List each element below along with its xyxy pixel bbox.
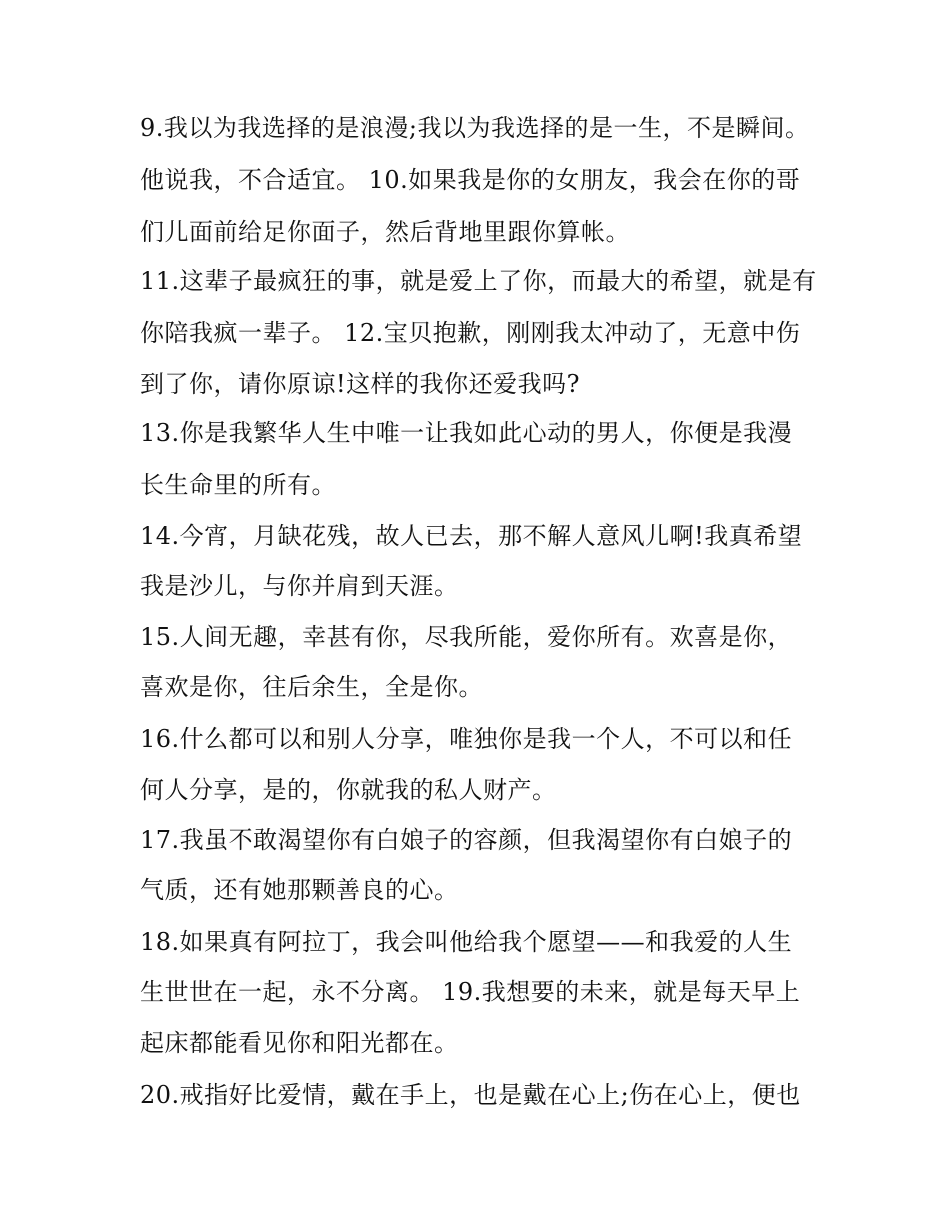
text-line: 16.什么都可以和别人分享，唯独你是我一个人，不可以和任 — [140, 725, 793, 753]
text-line: 17.我虽不敢渴望你有白娘子的容颜，但我渴望你有白娘子的 — [140, 826, 793, 854]
text-line: 我是沙儿，与你并肩到天涯。 — [140, 572, 459, 600]
text-line: 他说我，不合适宜。 10.如果我是你的女朋友，我会在你的哥 — [140, 166, 801, 194]
text-line: 到了你，请你原谅!这样的我你还爱我吗? — [140, 370, 581, 398]
text-line: 13.你是我繁华人生中唯一让我如此心动的男人，你便是我漫 — [140, 419, 793, 447]
text-line: 喜欢是你，往后余生，全是你。 — [140, 673, 483, 701]
text-line: 何人分享，是的，你就我的私人财产。 — [140, 776, 557, 804]
text-line: 11.这辈子最疯狂的事，就是爱上了你，而最大的希望，就是有 — [140, 267, 817, 295]
text-line: 生世世在一起，永不分离。 19.我想要的未来，就是每天早上 — [140, 978, 801, 1006]
text-line: 们儿面前给足你面子，然后背地里跟你算帐。 — [140, 218, 630, 246]
text-line: 气质，还有她那颗善良的心。 — [140, 876, 459, 904]
text-line: 15.人间无趣，幸甚有你，尽我所能，爱你所有。欢喜是你， — [140, 623, 793, 651]
text-line: 14.今宵，月缺花残，故人已去，那不解人意风儿啊!我真希望 — [140, 522, 803, 550]
text-line: 9.我以为我选择的是浪漫;我以为我选择的是一生，不是瞬间。 — [140, 114, 810, 142]
text-line: 18.如果真有阿拉丁，我会叫他给我个愿望——和我爱的人生 — [140, 928, 793, 956]
text-line: 20.戒指好比爱情，戴在手上，也是戴在心上;伤在心上，便也 — [140, 1081, 801, 1109]
text-line: 长生命里的所有。 — [140, 471, 336, 499]
text-line: 起床都能看见你和阳光都在。 — [140, 1029, 459, 1057]
text-line: 你陪我疯一辈子。 12.宝贝抱歉，刚刚我太冲动了，无意中伤 — [140, 319, 801, 347]
